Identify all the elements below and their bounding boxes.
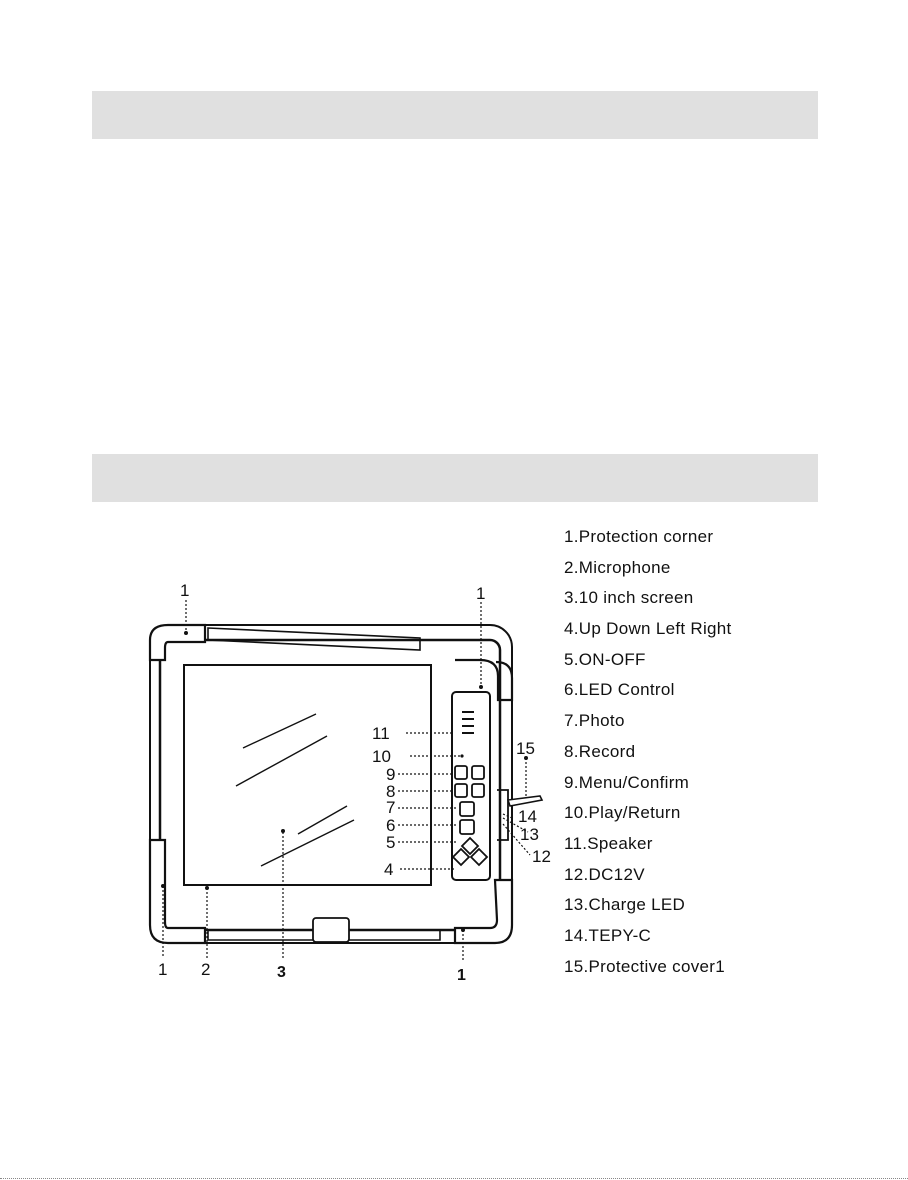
tablet-diagram <box>130 570 560 990</box>
callout-3: 3 <box>277 964 286 981</box>
callout-14: 14 <box>518 807 537 826</box>
legend-item: 14.TEPY-C <box>564 925 652 945</box>
legend-item: 12.DC12V <box>564 864 645 884</box>
legend-item: 4.Up Down Left Right <box>564 619 732 639</box>
callout-1-top-right: 1 <box>476 584 486 603</box>
callout-13: 13 <box>520 825 539 844</box>
legend-item: 7.Photo <box>564 711 625 731</box>
protective-cover-flap <box>508 796 542 806</box>
callout-2: 2 <box>201 960 211 979</box>
callout-10: 10 <box>372 747 391 766</box>
legend-item: 11.Speaker <box>564 833 653 853</box>
callout-5: 5 <box>386 833 396 852</box>
callout-8: 8 <box>386 782 396 801</box>
legend-item: 8.Record <box>564 741 636 761</box>
callout-12: 12 <box>532 847 551 866</box>
callout-7: 7 <box>386 798 396 817</box>
callout-1-bottom-left: 1 <box>158 960 168 979</box>
parts-legend <box>564 526 732 986</box>
photo-button <box>460 802 474 816</box>
legend-item: 1.Protection corner <box>564 527 714 546</box>
legend-item: 13.Charge LED <box>564 895 686 915</box>
callout-1-top-left: 1 <box>180 581 190 600</box>
callout-15: 15 <box>516 739 535 758</box>
callout-6: 6 <box>386 816 396 835</box>
callout-9: 9 <box>386 765 396 784</box>
page-bottom-rule <box>0 1178 908 1179</box>
led-button <box>460 820 474 834</box>
callout-11: 11 <box>372 724 390 743</box>
callout-4: 4 <box>384 860 394 879</box>
record-button <box>455 784 467 797</box>
legend-item: 2.Microphone <box>564 557 671 577</box>
legend-item: 15.Protective cover1 <box>564 956 725 976</box>
menu-button <box>455 766 467 779</box>
tripod-mount <box>313 918 349 942</box>
record-button-2 <box>472 784 484 797</box>
legend-item: 5.ON-OFF <box>564 649 646 669</box>
legend-item: 9.Menu/Confirm <box>564 772 690 792</box>
play-button <box>472 766 484 779</box>
section-header-band <box>92 91 818 139</box>
callout-1-bottom-right: 1 <box>457 967 466 984</box>
legend-item: 6.LED Control <box>564 680 675 700</box>
section-header-band <box>92 454 818 502</box>
legend-item: 10.Play/Return <box>564 803 681 823</box>
legend-item: 3.10 inch screen <box>564 588 694 608</box>
